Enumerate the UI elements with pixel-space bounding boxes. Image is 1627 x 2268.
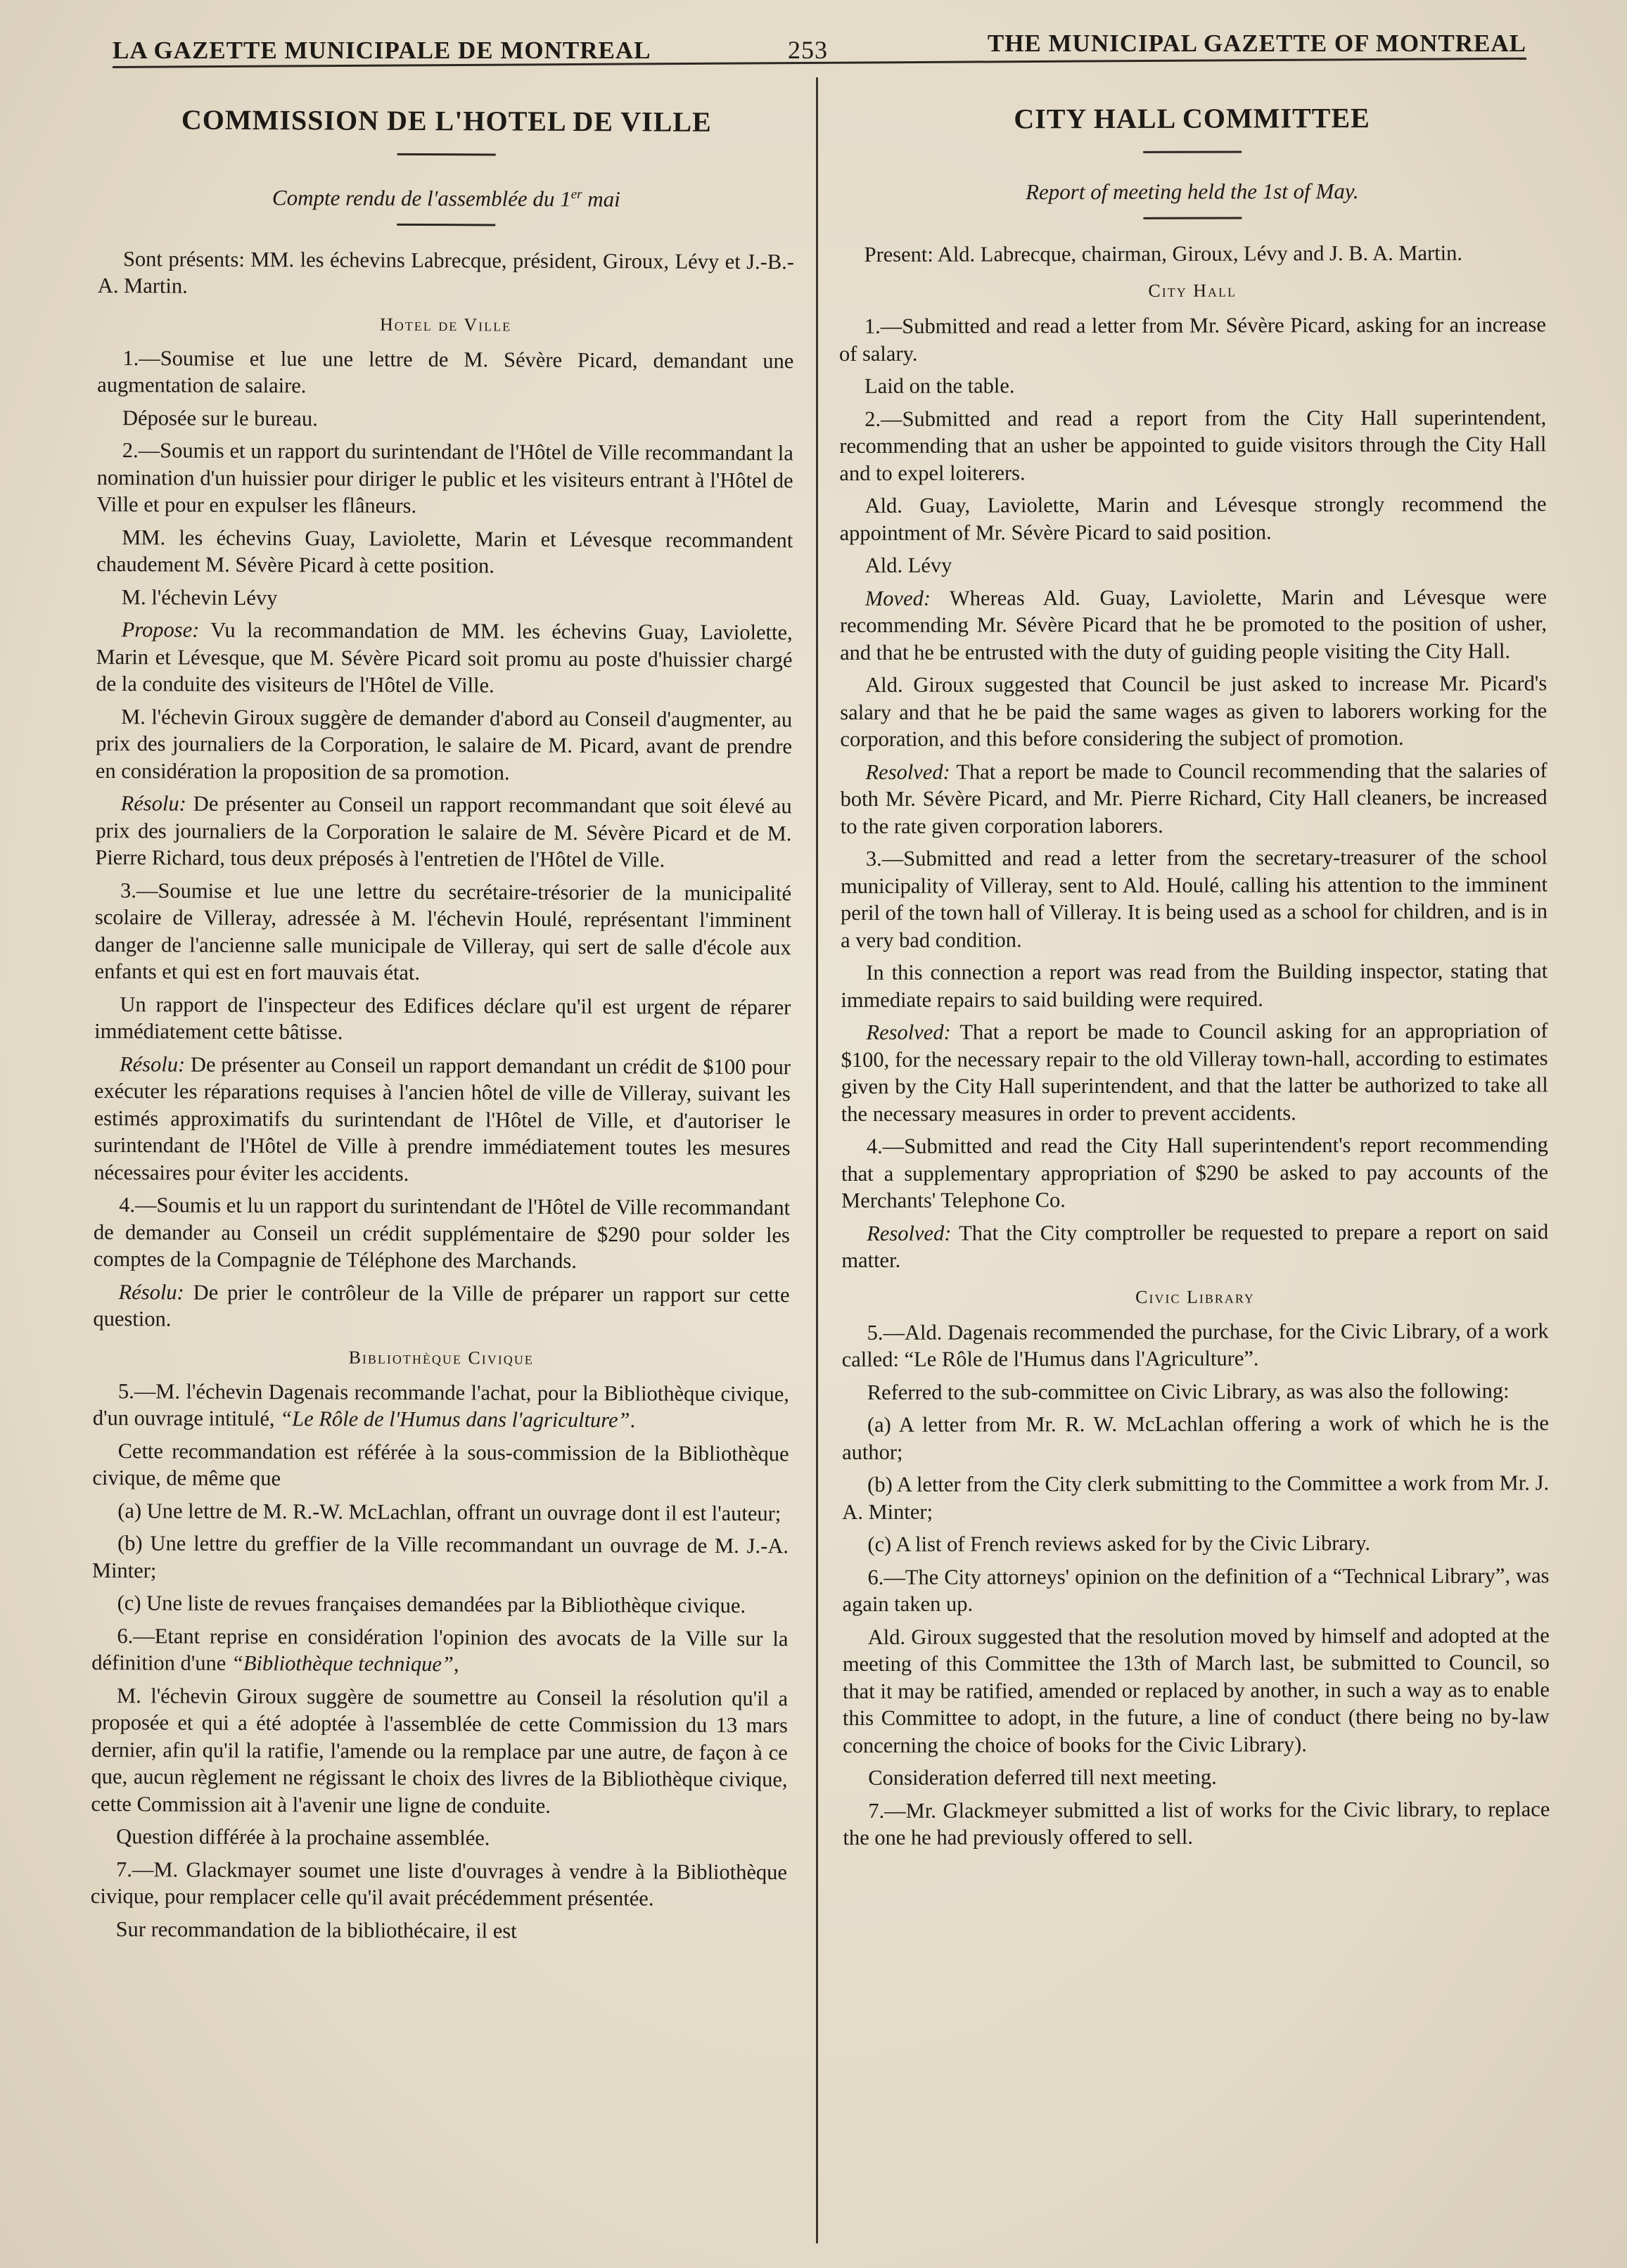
resolution-text: De prier le contrôleur de la Ville de préparer un rapport sur cette question. xyxy=(93,1280,790,1331)
item-3-resolution xyxy=(841,1017,1548,1127)
subtitle-text-end: mai xyxy=(582,186,620,212)
item-2-suggestion: Ald. Giroux suggested that Council be just asked to increase Mr. Picard's salary and that he be paid the same wages as given to laborers working for the corporation, and this before considering the subject of promotion. xyxy=(840,671,1548,751)
subtitle-text: Compte rendu de l'assemblée du 1 xyxy=(272,185,571,212)
item-2-motion xyxy=(96,616,792,700)
item-2-resolution xyxy=(840,757,1547,840)
item-2: 2.—Submitted and read a report from the City Hall superintendent, recommending that an usher be appointed to guide visitors through the City Hall and to expel loiterers. xyxy=(839,404,1547,485)
motion-text: Vu la recommandation de MM. les échevins Guay, Laviolette, Marin et Lévesque, que M. Sévère Picard soit promu au poste d'huissier chargé de la conduite des visiteurs de l'Hôtel de Ville. xyxy=(96,617,793,698)
english-subtitle: Report of meeting held the 1st of May. xyxy=(1026,179,1359,205)
subtitle-rule xyxy=(397,224,495,226)
title-rule xyxy=(397,153,496,156)
item-6-deferral: Question différée à la prochaine assemblée. xyxy=(116,1824,490,1850)
motion-text: Whereas Ald. Guay, Laviolette, Marin and Lévesque were recommending Mr. Sévère Picard that he be promoted to the position of usher, and that he be entrusted with the duty of guiding people visiting the City Hall. xyxy=(839,584,1548,665)
header-english-title: THE MUNICIPAL GAZETTE OF MONTREAL xyxy=(987,30,1526,57)
item-4: 4.—Soumis et lu un rapport du surintendant de l'Hôtel de Ville recommandant de demander au Conseil un crédit supplémentaire de $290 pour solder les comptes de la Compagnie de Téléphone des Marchands. xyxy=(93,1193,791,1274)
resolution-text: That a report be made to Council asking for an appropriation of $100, for the necessary repair to the old Villeray town-hall, according to estimates given by the City Hall superintendent, and that the latter be authorized to take all the necessary measures in order to prevent accidents. xyxy=(841,1018,1548,1126)
item-5-b: (b) Une lettre du greffier de la Ville recommandant un ouvrage de M. J.-A. Minter; xyxy=(91,1531,789,1583)
item-4: 4.—Submitted and read the City Hall superintendent's report recommending that a supplementary appropriation of $290 be asked to pay accounts of the Merchants' Telephone Co. xyxy=(841,1132,1549,1212)
item-3-report: Un rapport de l'inspecteur des Edifices déclare qu'il est urgent de réparer immédiatement cette bâtisse. xyxy=(94,992,791,1044)
item-6 xyxy=(91,1622,788,1679)
item-5-a: (a) Une lettre de M. R.-W. McLachlan, offrant un ouvrage dont il est l'auteur; xyxy=(117,1498,781,1526)
item-2-recommendation: Ald. Guay, Laviolette, Marin and Lévesque strongly recommend the appointment of Mr. Sévère Picard to said position. xyxy=(839,492,1547,545)
item-2-resolution xyxy=(95,790,791,874)
item-5-end: . xyxy=(630,1408,636,1433)
item-6-suggestion: Ald. Giroux suggested that the resolution moved by himself and adopted at the meeting of this Committee the 13th of March last, be submitted to Council, so that it may be ratified, amended or replaced by another, in such a way as to enable this Committee to adopt, in the future, a line of conduct (there being no by-law concerning the choice of books for the Civic Library). xyxy=(842,1622,1550,1757)
item-7: 7.—M. Glackmayer soumet une liste d'ouvrages à vendre à la Bibliothèque civique, pour remplacer celle qu'il avait précédemment présentée. xyxy=(90,1857,788,1911)
item-6-term: “Bibliothèque technique” xyxy=(231,1651,454,1677)
resolution-text: That a report be made to Council recommending that the salaries of both Mr. Sévère Picard, and Mr. Pierre Richard, City Hall cleaners, be increased to the rate given corporation laborers. xyxy=(840,757,1548,838)
item-2-mover: M. l'échevin Lévy xyxy=(121,584,278,610)
resolution-text: De présenter au Conseil un rapport demandant un crédit de $100 pour exécuter les réparations requises à l'ancien hôtel de ville de Villeray, suivant les estimés approximatifs du surintendant de l'Hôtel de Ville, et d'autoriser le surintendant de l'Hôtel de Ville à prendre immédiatement toutes les mesures nécessaires pour éviter les accidents. xyxy=(94,1052,791,1186)
resolution-label: Résolu: xyxy=(119,1051,186,1077)
item-6: 6.—The City attorneys' opinion on the definition of a “Technical Library”, was again taken up. xyxy=(842,1563,1550,1616)
french-column xyxy=(91,98,795,1952)
item-1: 1.—Submitted and read a letter from Mr. Sévère Picard, asking for an increase of salary. xyxy=(838,312,1546,366)
resolution-label: Resolved: xyxy=(865,760,950,784)
motion-label: Propose: xyxy=(121,617,200,642)
item-7: 7.—Mr. Glackmeyer submitted a list of works for the Civic library, to replace the one he had previously offered to sell. xyxy=(843,1796,1550,1850)
english-column xyxy=(838,96,1550,1857)
page-number: 253 xyxy=(788,36,828,64)
item-5-a: (a) A letter from Mr. R. W. McLachlan offering a work of which he is the author; xyxy=(841,1411,1549,1464)
heading-civic-library: Civic Library xyxy=(1135,1286,1255,1307)
item-5-c: (c) Une liste de revues françaises demandées par la Bibliothèque civique. xyxy=(117,1591,746,1618)
item-7-continued: Sur recommandation de la bibliothécaire, il est xyxy=(115,1916,517,1943)
item-6-text: 6.—Etant reprise en considération l'opinion des avocats de la Ville sur la définition d'une xyxy=(91,1623,789,1676)
running-header xyxy=(113,28,1526,77)
item-3-report: In this connection a report was read from the Building inspector, stating that immediate repairs to said building were required. xyxy=(841,959,1548,1012)
item-2-motion xyxy=(840,583,1547,666)
column-divider xyxy=(816,77,818,2243)
item-6-end: , xyxy=(453,1652,459,1677)
item-1: 1.—Soumise et lue une lettre de M. Sévère Picard, demandant une augmentation de salaire. xyxy=(97,345,794,398)
title-rule xyxy=(1143,151,1242,153)
heading-bibliotheque-civique: Bibliothèque Civique xyxy=(348,1347,534,1369)
resolution-label: Resolved: xyxy=(866,1020,951,1044)
item-5-referral: Cette recommandation est référée à la sous-commission de la Bibliothèque civique, de même que xyxy=(92,1438,789,1491)
item-2-suggestion: M. l'échevin Giroux suggère de demander d'abord au Conseil d'augmenter, au prix des journaliers de la Corporation, le salaire de M. Picard, avant de prendre en considération la proposition de sa promotion. xyxy=(95,704,793,785)
item-4-resolution xyxy=(841,1218,1548,1274)
resolution-text: That the City comptroller be requested to prepare a report on said matter. xyxy=(841,1219,1549,1272)
resolution-label: Résolu: xyxy=(118,1279,184,1305)
resolution-label: Resolved: xyxy=(867,1221,952,1245)
item-6-suggestion: M. l'échevin Giroux suggère de soumettre au Conseil la résolution qu'il a proposée et qui a été adoptée à l'assemblée de cette Commission du 13 mars dernier, afin qu'il la ratifie, l'amende ou la remplace par une autre, de façon à ce que, aucun règlement ne régissant le choix des livres de la Bibliothèque civique, cette Commission ait à l'avenir une ligne de conduite. xyxy=(91,1683,789,1818)
item-5-referral: Referred to the sub-committee on Civic Library, as was also the following: xyxy=(867,1378,1510,1404)
item-3: 3.—Soumise et lue une lettre du secrétaire-trésorier de la municipalité scolaire de Villeray, adressée à M. l'échevin Houlé, représentant l'imminent danger de l'ancienne salle municipale de Villeray, qui sert de salle d'école aux enfants et qui est en fort mauvais état. xyxy=(94,878,792,985)
item-1-note: Laid on the table. xyxy=(864,373,1015,398)
item-5-book-title: “Le Rôle de l'Humus dans l'agriculture” xyxy=(280,1407,630,1433)
french-section-title: COMMISSION DE L'HOTEL DE VILLE xyxy=(181,103,712,138)
heading-city-hall: City Hall xyxy=(1148,280,1237,301)
item-3: 3.—Submitted and read a letter from the secretary-treasurer of the school municipality of Villeray, sent to Ald. Houlé, calling his attention to the imminent peril of the town hall of Villeray. It is being used as a school for children, and is in a very bad condition. xyxy=(840,845,1548,952)
item-2-mover: Ald. Lévy xyxy=(864,553,952,577)
header-french-title: LA GAZETTE MUNICIPALE DE MONTREAL xyxy=(113,37,651,64)
item-2-recommendation: MM. les échevins Guay, Laviolette, Marin et Lévesque recommandent chaudement M. Sévère Picard à cette position. xyxy=(96,525,793,578)
motion-label: Moved: xyxy=(864,586,931,610)
item-1-note: Déposée sur le bureau. xyxy=(122,405,318,431)
subtitle-sup: er xyxy=(570,186,582,203)
item-3-resolution xyxy=(94,1051,791,1189)
item-4-resolution xyxy=(93,1279,789,1335)
item-5 xyxy=(93,1378,789,1435)
english-section-title: CITY HALL COMMITTEE xyxy=(1014,102,1370,135)
heading-hotel-de-ville: Hotel de Ville xyxy=(380,314,512,335)
attendance-paragraph: Present: Ald. Labrecque, chairman, Giroux, Lévy and J. B. A. Martin. xyxy=(864,241,1463,267)
item-5: 5.—Ald. Dagenais recommended the purchase, for the Civic Library, of a work called: “Le Rôle de l'Humus dans l'Agriculture”. xyxy=(841,1318,1549,1371)
item-5-b: (b) A letter from the City clerk submitting to the Committee a work from Mr. J. A. Minter; xyxy=(842,1471,1550,1524)
attendance-paragraph: Sont présents: MM. les échevins Labrecque, président, Giroux, Lévy et J.-B.-A. Martin. xyxy=(97,246,795,298)
resolution-text: De présenter au Conseil un rapport recommandant que soit élevé au prix des journaliers de la Corporation le salaire de M. Sévère Picard et de M. Pierre Richard, tous deux préposés à l'entretien de l'Hôtel de Ville. xyxy=(95,791,792,872)
item-5-c: (c) A list of French reviews asked for by the Civic Library. xyxy=(867,1531,1371,1556)
item-5-text: 5.—M. l'échevin Dagenais recommande l'achat, pour la Bibliothèque civique, d'un ouvrage intitulé, xyxy=(92,1378,790,1431)
french-subtitle xyxy=(98,179,794,214)
resolution-label: Résolu: xyxy=(120,791,186,816)
item-6-deferral: Consideration deferred till next meeting. xyxy=(868,1764,1217,1790)
item-2: 2.—Soumis et un rapport du surintendant de l'Hôtel de Ville recommandant la nomination d'un huissier pour diriger le public et les visiteurs entrant à l'Hôtel de Ville et pour en expulser les flâneurs. xyxy=(96,438,793,518)
subtitle-rule xyxy=(1143,217,1242,219)
